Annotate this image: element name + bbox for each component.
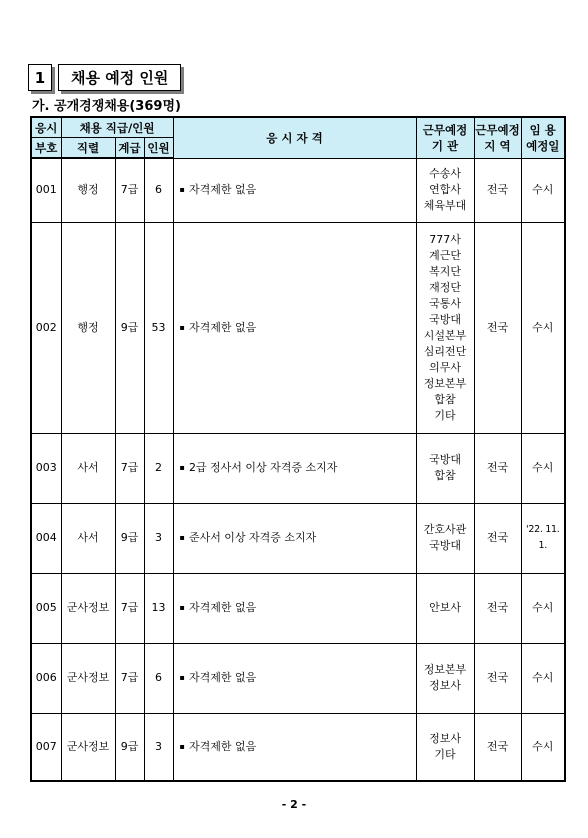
agency-name: 수송사 [429, 167, 461, 180]
agency-name: 기타 [434, 747, 456, 761]
header-region: 근무예정 지 역 [474, 117, 521, 158]
agency-name: 합참 [434, 469, 456, 482]
table-row [31, 222, 565, 433]
agency-name: 기타 [434, 408, 456, 422]
count-cell: 2 [144, 433, 173, 503]
appointment-cell: 수시 [521, 643, 565, 713]
table-row [31, 713, 565, 781]
recruitment-table [30, 116, 566, 782]
agency-cell [416, 222, 474, 433]
qualification-cell [173, 433, 416, 503]
agency-name: 계근단 [429, 248, 461, 262]
region-cell: 전국 [474, 222, 521, 433]
page-number: - 2 - [281, 798, 307, 811]
bullet-icon: ▪ [179, 603, 185, 612]
grade-cell: 7급 [115, 433, 144, 503]
agency-cell [416, 503, 474, 573]
section-header [28, 64, 181, 91]
subsection-title: 가. 공개경쟁채용(369명) [32, 99, 181, 114]
agency-cell [416, 713, 474, 781]
count-cell: 53 [144, 222, 173, 433]
qualification-cell [173, 158, 416, 222]
section-number: 1 [28, 64, 52, 91]
bullet-icon: ▪ [179, 533, 185, 542]
region-cell: 전국 [474, 573, 521, 643]
agency-name: 시설본부 [423, 328, 467, 342]
table-row [31, 573, 565, 643]
agency-name: 안보사 [429, 601, 461, 614]
exam-code-cell: 006 [31, 643, 61, 713]
job-cell: 사서 [61, 433, 115, 503]
exam-code-cell: 007 [31, 713, 61, 781]
exam-code-cell: 002 [31, 222, 61, 433]
qualification-text: 자격제한 없음 [188, 183, 257, 196]
job-cell: 군사정보 [61, 573, 115, 643]
agency-cell [416, 573, 474, 643]
qualification-cell [173, 503, 416, 573]
exam-code-cell: 005 [31, 573, 61, 643]
header-grade: 계급 [115, 138, 144, 159]
agency-cell [416, 158, 474, 222]
job-cell: 군사정보 [61, 713, 115, 781]
header-agency: 근무예정 기 관 [416, 117, 474, 158]
grade-cell: 7급 [115, 158, 144, 222]
appointment-cell: 수시 [521, 573, 565, 643]
qualification-cell [173, 713, 416, 781]
count-cell: 3 [144, 503, 173, 573]
qualification-cell [173, 222, 416, 433]
agency-name: 777사 [429, 232, 461, 246]
section-title: 채용 예정 인원 [58, 64, 181, 91]
header-exam: 응시 [31, 117, 61, 138]
agency-name: 국방대 [429, 312, 461, 326]
grade-cell: 9급 [115, 503, 144, 573]
region-cell: 전국 [474, 503, 521, 573]
appointment-cell: 수시 [521, 222, 565, 433]
exam-code-cell: 004 [31, 503, 61, 573]
bullet-icon: ▪ [179, 741, 185, 751]
header-job-group: 채용 직급/인원 [61, 117, 173, 138]
agency-name: 정보본부 [423, 376, 467, 390]
region-cell: 전국 [474, 643, 521, 713]
grade-cell: 9급 [115, 713, 144, 781]
table-row [31, 158, 565, 222]
count-cell: 13 [144, 573, 173, 643]
bullet-icon: ▪ [179, 673, 185, 682]
header-count: 인원 [144, 138, 173, 159]
appointment-cell: 수시 [521, 713, 565, 781]
grade-cell: 7급 [115, 573, 144, 643]
agency-name: 심리전단 [423, 344, 467, 358]
qualification-text: 자격제한 없음 [188, 320, 257, 334]
job-cell: 행정 [61, 222, 115, 433]
bullet-icon: ▪ [179, 463, 185, 472]
appointment-cell: 수시 [521, 158, 565, 222]
exam-code-cell: 003 [31, 433, 61, 503]
header-qualification: 응 시 자 격 [173, 117, 416, 158]
agency-cell [416, 433, 474, 503]
qualification-text: 자격제한 없음 [188, 739, 257, 753]
header-exam-code: 부호 [31, 138, 61, 159]
qualification-text: 준사서 이상 자격증 소지자 [188, 531, 317, 544]
agency-name: 정보본부 [423, 663, 467, 676]
qualification-cell [173, 643, 416, 713]
job-cell: 사서 [61, 503, 115, 573]
agency-name: 정보사 [429, 679, 461, 692]
job-cell: 군사정보 [61, 643, 115, 713]
agency-name: 복지단 [429, 264, 461, 278]
job-cell: 행정 [61, 158, 115, 222]
grade-cell: 7급 [115, 643, 144, 713]
agency-name: 연합사 [429, 183, 461, 196]
bullet-icon: ▪ [179, 185, 185, 194]
qualification-text: 자격제한 없음 [188, 601, 257, 614]
appointment-cell: 수시 [521, 433, 565, 503]
agency-name: 의무사 [429, 360, 461, 374]
qualification-cell [173, 573, 416, 643]
count-cell: 6 [144, 158, 173, 222]
agency-name: 합참 [434, 392, 456, 406]
agency-cell [416, 643, 474, 713]
qualification-text: 자격제한 없음 [188, 671, 257, 684]
region-cell: 전국 [474, 713, 521, 781]
grade-cell: 9급 [115, 222, 144, 433]
agency-name: 체육부대 [423, 199, 467, 212]
agency-name: 정보사 [429, 731, 461, 745]
appointment-cell: '22. 11. 1. [521, 503, 565, 573]
agency-name: 국통사 [429, 296, 461, 310]
region-cell: 전국 [474, 158, 521, 222]
agency-name: 국방대 [429, 539, 461, 552]
agency-name: 재정단 [429, 280, 461, 294]
header-job: 직렬 [61, 138, 115, 159]
qualification-text: 2급 정사서 이상 자격증 소지자 [188, 461, 338, 474]
region-cell: 전국 [474, 433, 521, 503]
bullet-icon: ▪ [179, 322, 185, 332]
count-cell: 3 [144, 713, 173, 781]
table-row [31, 643, 565, 713]
agency-name: 국방대 [429, 453, 461, 466]
header-appointment: 임 용 예정일 [521, 117, 565, 158]
count-cell: 6 [144, 643, 173, 713]
table-row [31, 433, 565, 503]
agency-name: 간호사관 [423, 523, 467, 536]
exam-code-cell: 001 [31, 158, 61, 222]
table-row [31, 503, 565, 573]
